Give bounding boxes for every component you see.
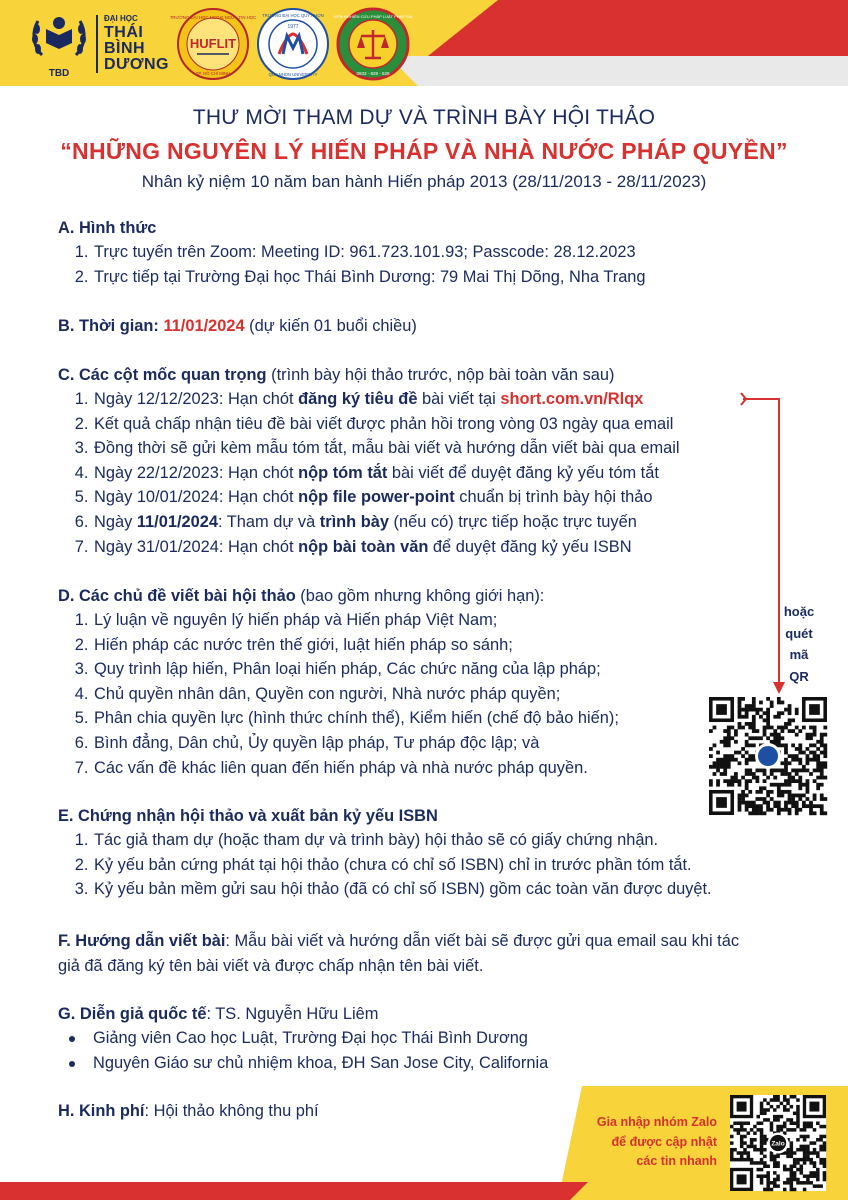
- law-ring-top: VIỆN NGHIÊN CỨU PHÁP LUẬT PHÁP SAI: [333, 14, 413, 19]
- tbd-name-line1: THÁI: [104, 24, 144, 41]
- qr-code-icon: [709, 697, 829, 815]
- tbd-name-line2: BÌNH: [104, 40, 146, 57]
- huflit-ring-top: TRƯỜNG ĐẠI HỌC NGOẠI NGỮ - TIN HỌC: [169, 15, 257, 20]
- section-f-title: F. Hướng dẫn viết bài: [58, 932, 226, 950]
- list-item: 1. Tác giả tham dự (hoặc tham dự và trình bày) hội thảo sẽ có giấy chứng nhận.: [93, 828, 798, 853]
- list-item: 3. Quy trình lập hiến, Phân loại hiến pháp, Các chức năng của lập pháp;: [93, 657, 798, 682]
- tbd-abbr: TBD: [48, 68, 70, 79]
- list-item: 6. Ngày 11/01/2024: Tham dự và trình bày (nếu có) trực tiếp hoặc trực tuyến: [93, 510, 798, 535]
- list-item: 3. Kỷ yếu bản mềm gửi sau hội thảo (đã có chỉ số ISBN) gồm các toàn văn được duyệt.: [93, 877, 798, 902]
- qnu-ring-top: TRƯỜNG ĐẠI HỌC QUY NHƠN: [262, 13, 324, 18]
- registration-link[interactable]: short.com.vn/Rlqx: [500, 390, 644, 408]
- section-d-title: D. Các chủ đề viết bài hội thảo: [58, 587, 296, 605]
- list-item: 4. Chủ quyền nhân dân, Quyền con người, Nhà nước pháp quyền;: [93, 682, 798, 707]
- registration-qr-code[interactable]: [709, 697, 829, 815]
- section-d-note: (bao gồm nhưng không giới hạn):: [300, 587, 545, 605]
- section-b-title: B. Thời gian:: [58, 317, 159, 335]
- list-item: 3. Đồng thời sẽ gửi kèm mẫu tóm tắt, mẫu bài viết và hướng dẫn viết bài qua email: [93, 436, 798, 461]
- zalo-qr-code-icon: [730, 1095, 826, 1191]
- list-item: 1. Lý luận về nguyên lý hiến pháp và Hiến pháp Việt Nam;: [93, 608, 798, 633]
- zalo-invite-text: Gia nhập nhóm Zalo để được cập nhật các tin nhanh: [596, 1115, 717, 1168]
- list-item: 1. Ngày 12/12/2023: Hạn chót đăng ký tiêu đề bài viết tại short.com.vn/Rlqx: [93, 387, 798, 412]
- list-item: 2. Hiến pháp các nước trên thế giới, luật hiến pháp so sánh;: [93, 633, 798, 658]
- section-f-text-1: : Mẫu bài viết và hướng dẫn viết bài sẽ được gửi qua email sau khi tác: [225, 932, 740, 950]
- section-g-title: G. Diễn giả quốc tế: [58, 1005, 207, 1023]
- law-ring-bottom: 0933 - 828 - 528: [356, 71, 390, 76]
- footer-red-band: [0, 1182, 600, 1200]
- list-item: 2. Kỷ yếu bản cứng phát tại hội thảo (chưa có chỉ số ISBN) chỉ in trước phần tóm tắt.: [93, 853, 798, 878]
- list-item: 2. Trực tiếp tại Trường Đại học Thái Bình Dương: 79 Mai Thị Dõng, Nha Trang: [93, 265, 798, 290]
- qr-scan-label: hoặc quét mã QR: [783, 604, 815, 684]
- speaker-name: : TS. Nguyễn Hữu Liêm: [206, 1005, 379, 1023]
- section-c-note: (trình bày hội thảo trước, nộp bài toàn văn sau): [271, 366, 615, 384]
- huflit-ring-bottom: TP. HỒ CHÍ MINH: [195, 71, 231, 76]
- zalo-badge: Zalo: [771, 1140, 785, 1148]
- section-c-title: C. Các cột mốc quan trọng: [58, 366, 267, 384]
- huflit-logo-text: HUFLIT: [189, 36, 237, 51]
- list-item: 7. Các vấn đề khác liên quan đến hiến pháp và nhà nước pháp quyền.: [93, 756, 798, 781]
- list-item: 4. Ngày 22/12/2023: Hạn chót nộp tóm tắt bài viết để duyệt đăng kỷ yếu tóm tắt: [93, 461, 798, 486]
- list-item: 6. Bình đẳng, Dân chủ, Ủy quyền lập pháp, Tư pháp độc lập; và: [93, 731, 798, 756]
- section-h-title: H. Kinh phí: [58, 1102, 145, 1120]
- list-item: 1. Trực tuyến trên Zoom: Meeting ID: 961.723.101.93; Passcode: 28.12.2023: [93, 240, 798, 265]
- conference-title: “NHỮNG NGUYÊN LÝ HIẾN PHÁP VÀ NHÀ NƯỚC PHÁP QUYỀN”: [60, 138, 788, 164]
- list-item: 7. Ngày 31/01/2024: Hạn chót nộp bài toàn văn để duyệt đăng kỷ yếu ISBN: [93, 535, 798, 560]
- section-a-title: A. Hình thức: [58, 219, 157, 237]
- list-item: Giảng viên Cao học Luật, Trường Đại học Thái Bình Dương: [93, 1026, 798, 1051]
- conference-time-note: (dự kiến 01 buổi chiều): [249, 317, 417, 335]
- invitation-title: THƯ MỜI THAM DỰ VÀ TRÌNH BÀY HỘI THẢO: [192, 106, 656, 129]
- tbd-name-small: ĐẠI HỌC: [104, 14, 138, 23]
- qnu-year: 1977: [287, 24, 299, 30]
- list-item: 5. Ngày 10/01/2024: Hạn chót nộp file power-point chuẩn bị trình bày hội thảo: [93, 485, 798, 510]
- conference-subtitle: Nhân kỷ niệm 10 năm ban hành Hiến pháp 2013 (28/11/2013 - 28/11/2023): [141, 172, 707, 191]
- zalo-qr-code[interactable]: [730, 1095, 826, 1191]
- list-item: 5. Phân chia quyền lực (hình thức chính thể), Kiểm hiến (chế độ bảo hiến);: [93, 706, 798, 731]
- conference-date: 11/01/2024: [163, 317, 245, 335]
- list-item: Nguyên Giáo sư chủ nhiệm khoa, ĐH San Jose City, California: [93, 1051, 798, 1076]
- list-item: 2. Kết quả chấp nhận tiêu đề bài viết được phản hồi trong vòng 03 ngày qua email: [93, 412, 798, 437]
- section-e-title: E. Chứng nhận hội thảo và xuất bản kỷ yếu ISBN: [58, 807, 438, 825]
- tbd-name-line3: DƯƠNG: [104, 56, 169, 73]
- section-h-text: : Hội thảo không thu phí: [144, 1102, 319, 1120]
- section-f-text-2: giả đã đăng ký tên bài viết và được chấp nhận tên bài viết.: [58, 956, 484, 975]
- qnu-ring-bottom: QUY NHON UNIVERSITY: [268, 72, 318, 77]
